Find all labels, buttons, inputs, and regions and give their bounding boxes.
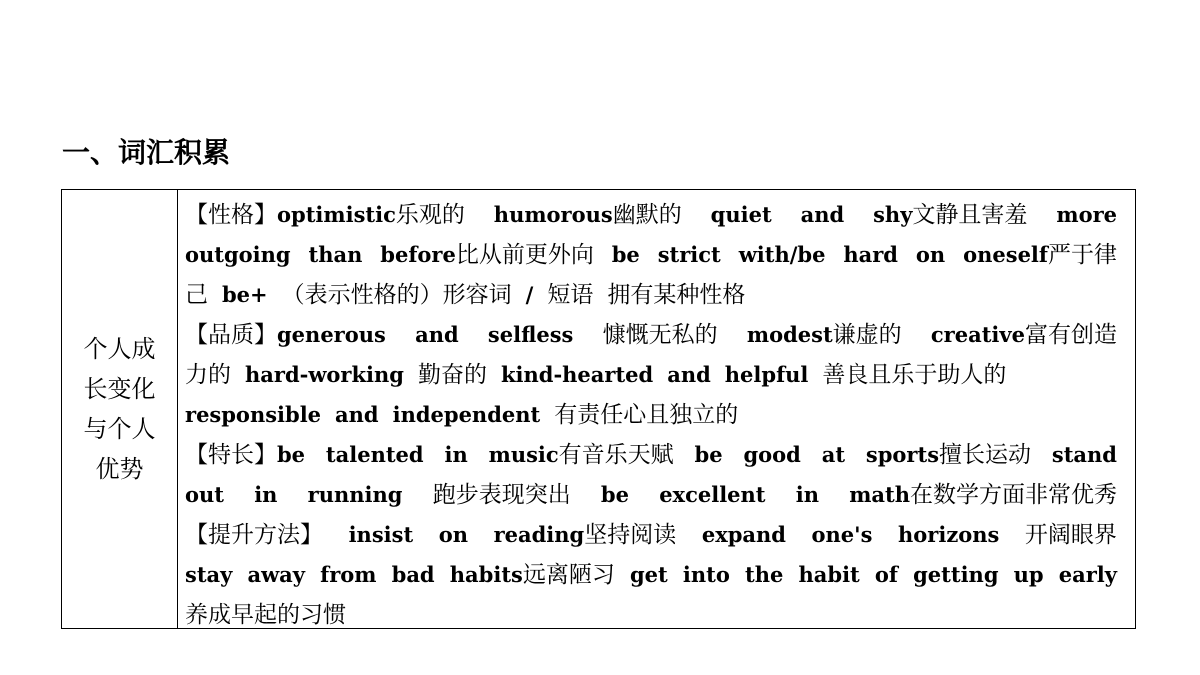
vocab-token: be [600,482,629,507]
vocab-token: 跑步表现突出 [432,482,571,508]
vocab-token: math在数学方面非常优秀 [849,482,1117,508]
vocab-token: in [444,442,468,467]
vocab-token: be [694,442,723,467]
topic-label: 个人成长变化与个人优势 [83,335,156,483]
vocab-token: out [185,482,224,507]
vocab-line [185,355,1117,395]
vocab-token: from [320,562,377,587]
vocab-token: humorous幽默的 [493,202,682,228]
vocab-token: get [630,562,668,587]
vocab-token: 慷慨无私的 [602,322,718,348]
vocab-line [185,435,1117,475]
vocab-token: kind-hearted [500,362,654,387]
vocab-token: early [1058,562,1117,587]
vocab-token: getting [913,562,999,587]
vocab-token: in [254,482,278,507]
vocab-token: and [800,202,845,227]
vocab-token: responsible [185,402,322,427]
vocab-token: creative富有创造 [930,322,1117,348]
vocab-token: habit [798,562,860,587]
vocab-token: independent 有责任心且独立的 [392,402,739,428]
vocab-token: 养成早起的习惯 [185,602,346,628]
vocab-token: reading坚持阅读 [493,522,677,548]
vocab-token: insist [348,522,414,547]
vocab-token: good [743,442,801,467]
vocab-token: before比从前更外向 [380,242,594,268]
vocab-token: oneself严于律 [963,242,1117,268]
vocab-token: shy文静且害羞 [873,202,1028,228]
vocab-token: expand [701,522,786,547]
vocab-token: 力的 [185,362,231,388]
vocab-token: strict [657,242,721,267]
vocab-token: 善良且乐于助人的 [822,362,1007,388]
vocab-token: horizons [898,522,1000,547]
vocab-line [185,595,1117,628]
vocab-token: and [335,402,379,427]
vocab-token: and [415,322,459,347]
vocab-token: be [611,242,640,267]
vocab-token: stay [185,562,233,587]
vocab-token: selfless [487,322,574,347]
vocab-token: away [247,562,305,587]
vocab-token: of [874,562,898,587]
vocab-token: excellent [659,482,766,507]
vocab-token: bad [391,562,435,587]
vocabulary-content [178,190,1135,628]
vocab-token: quiet [710,202,772,227]
vocab-line [185,275,1117,315]
vocab-token: be+ （表示性格的）形容词 / 短语 [222,282,594,308]
section-title: 一、词汇积累 [62,136,231,169]
vocab-token: helpful [724,362,809,387]
vocab-token: hard-working 勤奋的 [245,362,487,388]
vocab-line [185,395,1117,435]
vocab-token: habits远离陋习 [449,562,615,588]
vocab-token: in [795,482,819,507]
vocab-token: 【品质】generous [185,322,386,348]
vocab-token: music有音乐天赋 [488,442,674,468]
vocab-token: than [308,242,363,267]
vocab-token: sports擅长运动 [865,442,1032,468]
vocab-token: 【性格】optimistic乐观的 [185,202,465,228]
vocab-token: modest谦虚的 [746,322,902,348]
vocabulary-table [61,189,1136,629]
vocab-token: 己 [185,282,208,308]
vocab-line [185,515,1117,555]
vocab-token: running [307,482,403,507]
vocab-token: the [745,562,784,587]
vocab-token: into [682,562,730,587]
vocab-line [185,475,1117,515]
vocab-token: stand [1051,442,1117,467]
vocab-token: 拥有某种性格 [607,282,746,308]
vocab-token: at [821,442,846,467]
vocab-token: on [915,242,946,267]
vocab-token: 【提升方法】 [185,522,323,548]
vocab-token: 开阔眼界 [1024,522,1117,548]
vocab-line [185,235,1117,275]
vocab-token: up [1013,562,1044,587]
vocab-token: more [1056,202,1117,227]
vocab-token: outgoing [185,242,291,267]
vocab-token: one's [811,522,873,547]
vocab-token: 【特长】be [185,442,306,468]
vocab-token: hard [843,242,898,267]
topic-cell [62,190,178,628]
vocab-token: with/be [738,242,826,267]
vocab-line [185,315,1117,355]
vocab-line [185,555,1117,595]
vocab-line [185,195,1117,235]
vocab-token: and [667,362,711,387]
vocab-token: on [438,522,469,547]
vocab-token: talented [325,442,424,467]
